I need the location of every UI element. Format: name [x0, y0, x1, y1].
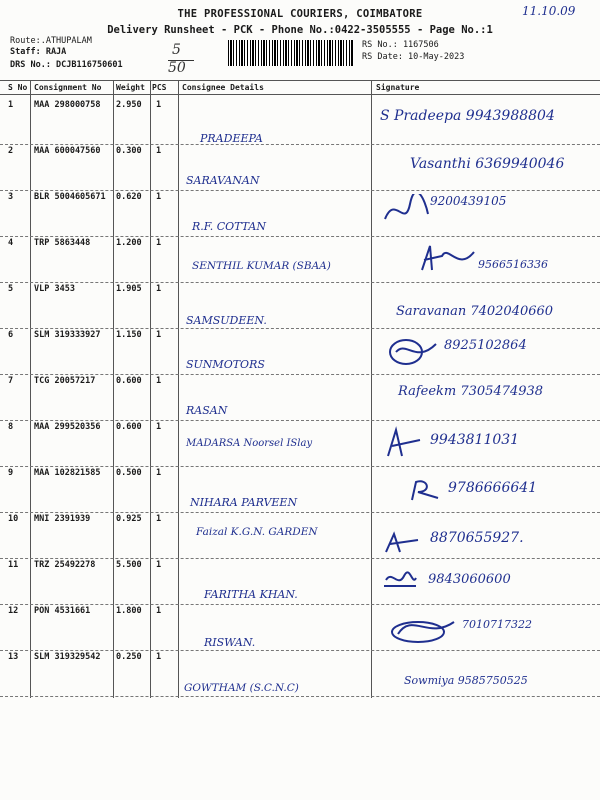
row-weight: 1.800	[116, 606, 142, 616]
table-row	[0, 558, 600, 604]
row-signature: 8925102864	[444, 338, 527, 353]
row-consignee: SARAVANAN	[186, 174, 260, 187]
row-weight: 1.200	[116, 238, 142, 248]
row-weight: 0.925	[116, 514, 142, 524]
row-sno: 12	[8, 606, 19, 616]
table-row	[0, 236, 600, 282]
row-consignee: SAMSUDEEN.	[186, 314, 267, 327]
row-signature: Rafeekm 7305474938	[398, 384, 544, 399]
row-signature: 7010717322	[462, 618, 532, 631]
row-consignment: MAA 298000758	[34, 100, 101, 110]
row-signature: 9200439105	[430, 194, 507, 208]
row-signature: 9943811031	[430, 432, 520, 448]
staff-label: Staff: RAJA	[10, 47, 67, 57]
row-consignee: NIHARA PARVEEN	[190, 496, 298, 509]
row-sno: 9	[8, 468, 14, 478]
row-sno: 6	[8, 330, 14, 340]
row-consignee: GOWTHAM (S.C.N.C)	[184, 682, 299, 694]
row-sno: 10	[8, 514, 19, 524]
row-consignment: TRP 5863448	[34, 238, 91, 248]
signature-scribble	[388, 610, 458, 646]
row-pcs: 1	[156, 146, 162, 156]
row-weight: 0.600	[116, 422, 142, 432]
row-sno: 8	[8, 422, 14, 432]
col-header-weight: Weight	[116, 83, 145, 92]
row-signature: Saravanan 7402040660	[396, 304, 554, 319]
row-signature: S Pradeepa 9943988804	[380, 108, 555, 124]
row-signature: Sowmiya 9585750525	[404, 674, 528, 687]
col-header-sno: S No	[8, 83, 28, 92]
row-weight: 2.950	[116, 100, 142, 110]
row-consignee: RISWAN.	[204, 636, 256, 649]
row-weight: 5.500	[116, 560, 142, 570]
row-sno: 5	[8, 284, 14, 294]
row-signature: 9786666641	[448, 480, 538, 496]
row-weight: 1.150	[116, 330, 142, 340]
delivery-table	[0, 80, 600, 698]
col-header-consignee: Consignee Details	[182, 83, 264, 92]
barcode	[228, 40, 354, 66]
row-signature: 8870655927.	[430, 530, 524, 546]
route-label: Route:.ATHUPALAM	[10, 36, 92, 46]
row-divider	[0, 696, 600, 697]
row-pcs: 1	[156, 100, 162, 110]
row-weight: 0.250	[116, 652, 142, 662]
row-sno: 7	[8, 376, 14, 386]
row-pcs: 1	[156, 514, 162, 524]
table-row	[0, 420, 600, 466]
row-weight: 0.300	[116, 146, 142, 156]
row-signature: Vasanthi 6369940046	[410, 156, 565, 172]
row-consignment: SLM 319333927	[34, 330, 101, 340]
table-row	[0, 144, 600, 190]
row-pcs: 1	[156, 192, 162, 202]
signature-scribble	[384, 426, 424, 460]
row-consignment: MNI 2391939	[34, 514, 91, 524]
table-row	[0, 328, 600, 374]
row-sno: 2	[8, 146, 14, 156]
table-row	[0, 650, 600, 696]
row-sno: 11	[8, 560, 19, 570]
row-consignment: MAA 102821585	[34, 468, 101, 478]
row-consignee: RASAN	[186, 404, 228, 417]
rs-date: RS Date: 10-May-2023	[362, 52, 465, 62]
handwritten-date: 11.10.09	[522, 4, 576, 18]
signature-scribble	[386, 334, 440, 368]
table-row	[0, 604, 600, 650]
row-weight: 0.600	[116, 376, 142, 386]
fraction-denominator: 50	[168, 60, 186, 76]
signature-scribble	[408, 478, 444, 504]
row-sno: 3	[8, 192, 14, 202]
row-consignee: SUNMOTORS	[186, 358, 265, 371]
row-consignee: FARITHA KHAN.	[204, 588, 298, 601]
table-row	[0, 98, 600, 144]
row-sno: 13	[8, 652, 19, 662]
signature-scribble	[418, 242, 478, 276]
table-row	[0, 512, 600, 558]
table-row	[0, 374, 600, 420]
signature-scribble	[380, 194, 430, 228]
row-consignee: SENTHIL KUMAR (SBAA)	[192, 260, 331, 272]
rs-number: RS No.: 1167506	[362, 40, 439, 50]
row-sno: 4	[8, 238, 14, 248]
row-pcs: 1	[156, 376, 162, 386]
row-pcs: 1	[156, 284, 162, 294]
row-pcs: 1	[156, 238, 162, 248]
row-pcs: 1	[156, 422, 162, 432]
row-consignment: PON 4531661	[34, 606, 91, 616]
header-bottom-border	[0, 94, 600, 95]
row-pcs: 1	[156, 468, 162, 478]
table-top-border	[0, 80, 600, 81]
col-header-consignment: Consignment No	[34, 83, 102, 92]
table-row	[0, 282, 600, 328]
row-pcs: 1	[156, 652, 162, 662]
runsheet-title: Delivery Runsheet - PCK - Phone No.:0422-3505555 - Page No.:1	[107, 24, 493, 36]
row-consignee: R.F. COTTAN	[192, 220, 266, 233]
table-row	[0, 466, 600, 512]
row-consignment: MAA 600047560	[34, 146, 101, 156]
row-consignment: SLM 319329542	[34, 652, 101, 662]
row-consignment: BLR 5004605671	[34, 192, 106, 202]
row-signature: 9566516336	[478, 258, 548, 271]
row-consignment: TCG 20057217	[34, 376, 96, 386]
company-title: THE PROFESSIONAL COURIERS, COIMBATORE	[177, 8, 423, 20]
row-sno: 1	[8, 100, 14, 110]
table-row	[0, 190, 600, 236]
row-pcs: 1	[156, 560, 162, 570]
signature-scribble	[382, 530, 422, 556]
row-consignment: MAA 299520356	[34, 422, 101, 432]
row-weight: 1.905	[116, 284, 142, 294]
drs-number: DRS No.: DCJB116750601	[10, 60, 123, 70]
signature-scribble	[382, 570, 418, 590]
row-consignee: PRADEEPA	[200, 132, 263, 145]
row-consignee: Faizal K.G.N. GARDEN	[196, 526, 318, 538]
row-signature: 9843060600	[428, 572, 511, 587]
row-pcs: 1	[156, 606, 162, 616]
fraction-numerator: 5	[172, 42, 181, 58]
row-consignment: VLP 3453	[34, 284, 75, 294]
row-consignee: MADARSA Noorsel ISlay	[186, 438, 313, 449]
col-header-pcs: PCS	[152, 83, 167, 92]
row-weight: 0.620	[116, 192, 142, 202]
row-consignment: TRZ 25492278	[34, 560, 96, 570]
col-header-signature: Signature	[376, 83, 420, 92]
row-weight: 0.500	[116, 468, 142, 478]
row-pcs: 1	[156, 330, 162, 340]
